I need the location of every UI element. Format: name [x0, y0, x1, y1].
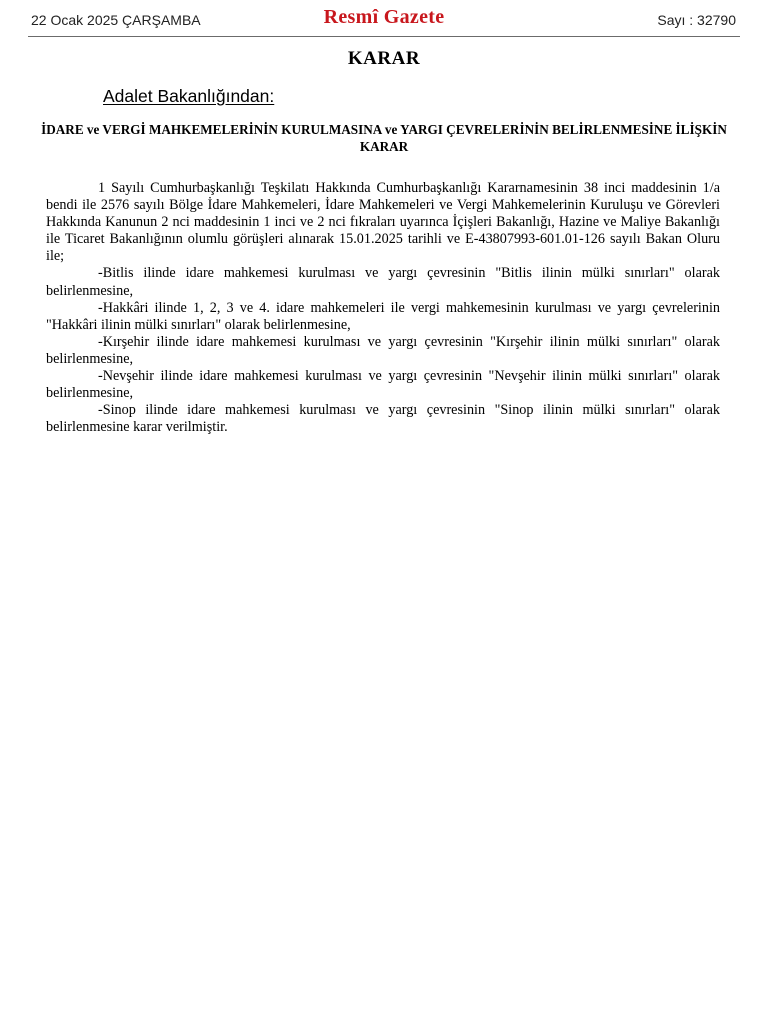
decision-item-bitlis: -Bitlis ilinde idare mahkemesi kurulması ve yargı çevresinin "Bitlis ilinin mülki sınırları" olarak belirlenmesine,: [46, 265, 720, 299]
decision-item-nevsehir: -Nevşehir ilinde idare mahkemesi kurulması ve yargı çevresinin "Nevşehir ilinin mülki sınırları" olarak belirlenmesine,: [46, 368, 720, 402]
document-body: [46, 180, 720, 436]
decision-item-kirsehir: -Kırşehir ilinde idare mahkemesi kurulması ve yargı çevresinin "Kırşehir ilinin mülki sınırları" olarak belirlenmesine,: [46, 333, 720, 367]
decision-item-hakkari: -Hakkâri ilinde 1, 2, 3 ve 4. idare mahkemeleri ile vergi mahkemesinin kurulması ve yargı çevrelerinin "Hakkâri ilinin mülki sınırları" olarak belirlenmesine,: [46, 299, 720, 333]
gazette-title: Resmî Gazete: [323, 6, 445, 28]
document-heading: KARAR: [347, 48, 421, 69]
issue-number: Sayı : 32790: [657, 12, 736, 28]
gazette-header: [28, 8, 740, 37]
decision-title: İDARE ve VERGİ MAHKEMELERİNİN KURULMASINA ve YARGI ÇEVRELERİNİN BELİRLENMESİNE İLİŞKİN KARAR: [41, 122, 727, 154]
header-date: 22 Ocak 2025 ÇARŞAMBA: [31, 12, 201, 28]
intro-paragraph: 1 Sayılı Cumhurbaşkanlığı Teşkilatı Hakkında Cumhurbaşkanlığı Kararnamesinin 38 inci maddesinin 1/a bendi ile 2576 sayılı Bölge İdare Mahkemeleri, İdare Mahkemeleri ve Vergi Mahkemelerinin Kuruluşu ve Görevleri Hakkında Kanunun 2 nci maddesinin 1 inci ve 2 nci fıkraları uyarınca İçişleri Bakanlığı, Hazine ve Maliye Bakanlığı ile Ticaret Bakanlığının olumlu görüşleri alınarak 15.01.2025 tarihli ve E-43807993-601.01-126 sayılı Bakan Oluru ile;: [46, 180, 720, 265]
decision-item-sinop: -Sinop ilinde idare mahkemesi kurulması ve yargı çevresinin "Sinop ilinin mülki sınırları" olarak belirlenmesine karar verilmiştir.: [46, 402, 720, 436]
issuing-ministry: Adalet Bakanlığından:: [103, 86, 275, 106]
